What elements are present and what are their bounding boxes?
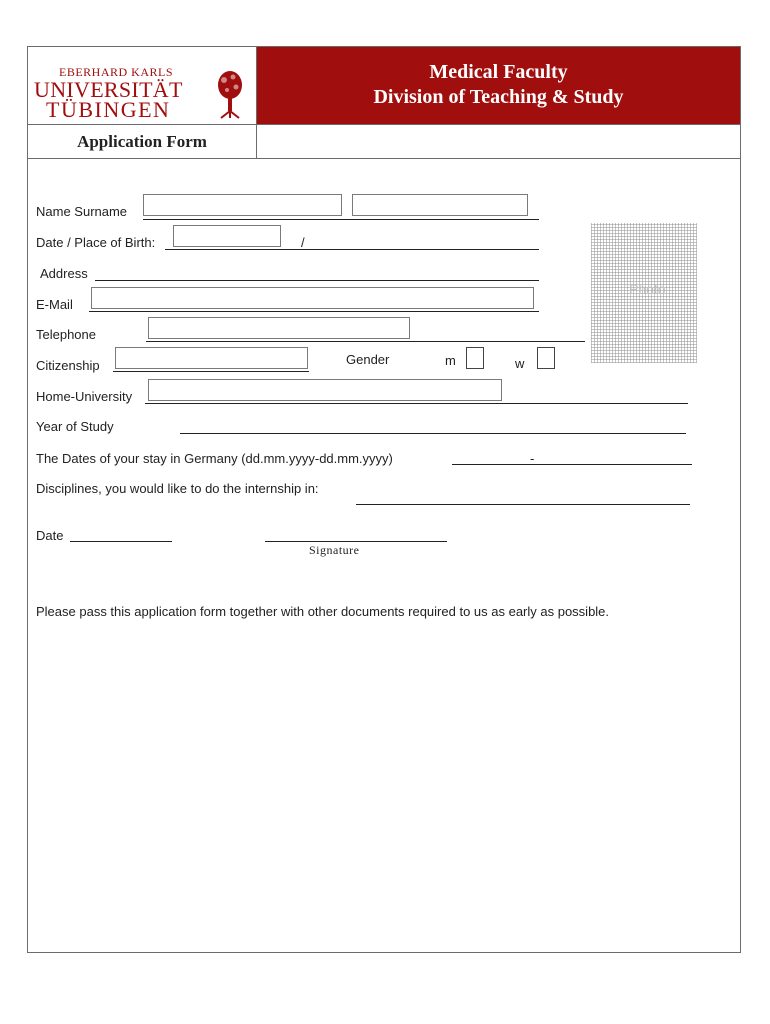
citizenship-underline (113, 371, 309, 372)
signature-line[interactable] (265, 541, 447, 542)
photo-label: Photo (629, 281, 666, 297)
name-surname-label: Name Surname (36, 204, 128, 219)
form-page (27, 46, 741, 953)
dob-underline (165, 249, 539, 250)
dates-separator: - (530, 451, 535, 466)
disciplines-field[interactable] (356, 504, 690, 505)
telephone-underline (146, 341, 585, 342)
gender-m-checkbox[interactable] (466, 347, 484, 369)
home-university-label: Home-University (36, 389, 133, 404)
year-of-study-label: Year of Study (36, 419, 114, 434)
signature-label: Signature (309, 543, 360, 557)
email-underline (89, 311, 539, 312)
dob-separator: / (301, 235, 305, 250)
form-title: Application Form (28, 125, 257, 159)
disciplines-label: Disciplines, you would like to do the internship in: (36, 481, 319, 496)
logo-line-3: TÜBINGEN (46, 97, 171, 122)
header-blank-cell (257, 125, 740, 159)
division-title: Division of Teaching & Study (373, 86, 624, 108)
logo-line-2: UNIVERSITÄT (34, 77, 183, 102)
tree-emblem-icon (215, 69, 245, 119)
date-field[interactable] (70, 541, 172, 542)
photo-placeholder (591, 223, 697, 363)
gender-m-label: m (445, 353, 456, 368)
dates-of-stay-label: The Dates of your stay in Germany (dd.mm.yyyy-dd.mm.yyyy) (36, 451, 393, 466)
date-label: Date (36, 528, 64, 543)
university-logo (28, 47, 257, 125)
first-name-field[interactable] (143, 194, 342, 216)
home-university-field[interactable] (148, 379, 502, 401)
year-of-study-field[interactable] (180, 433, 686, 434)
dates-of-stay-field[interactable] (452, 464, 692, 465)
email-label: E-Mail (36, 297, 73, 312)
logo-line-1: EBERHARD KARLS (59, 65, 174, 79)
faculty-title: Medical Faculty (429, 61, 568, 83)
name-underline (143, 219, 539, 220)
telephone-label: Telephone (36, 327, 96, 342)
surname-field[interactable] (352, 194, 528, 216)
gender-label: Gender (346, 352, 390, 367)
gender-w-label: w (515, 356, 525, 371)
citizenship-field[interactable] (115, 347, 308, 369)
address-label: Address (40, 266, 88, 281)
faculty-header (257, 47, 740, 125)
instructions-note: Please pass this application form together with other documents required to us as early as possible. (36, 604, 610, 619)
email-field[interactable] (91, 287, 534, 309)
address-field[interactable] (95, 280, 539, 281)
gender-w-checkbox[interactable] (537, 347, 555, 369)
date-of-birth-field[interactable] (173, 225, 281, 247)
citizenship-label: Citizenship (36, 358, 100, 373)
telephone-field[interactable] (148, 317, 410, 339)
dob-label: Date / Place of Birth: (36, 235, 156, 250)
home-university-underline (145, 403, 688, 404)
